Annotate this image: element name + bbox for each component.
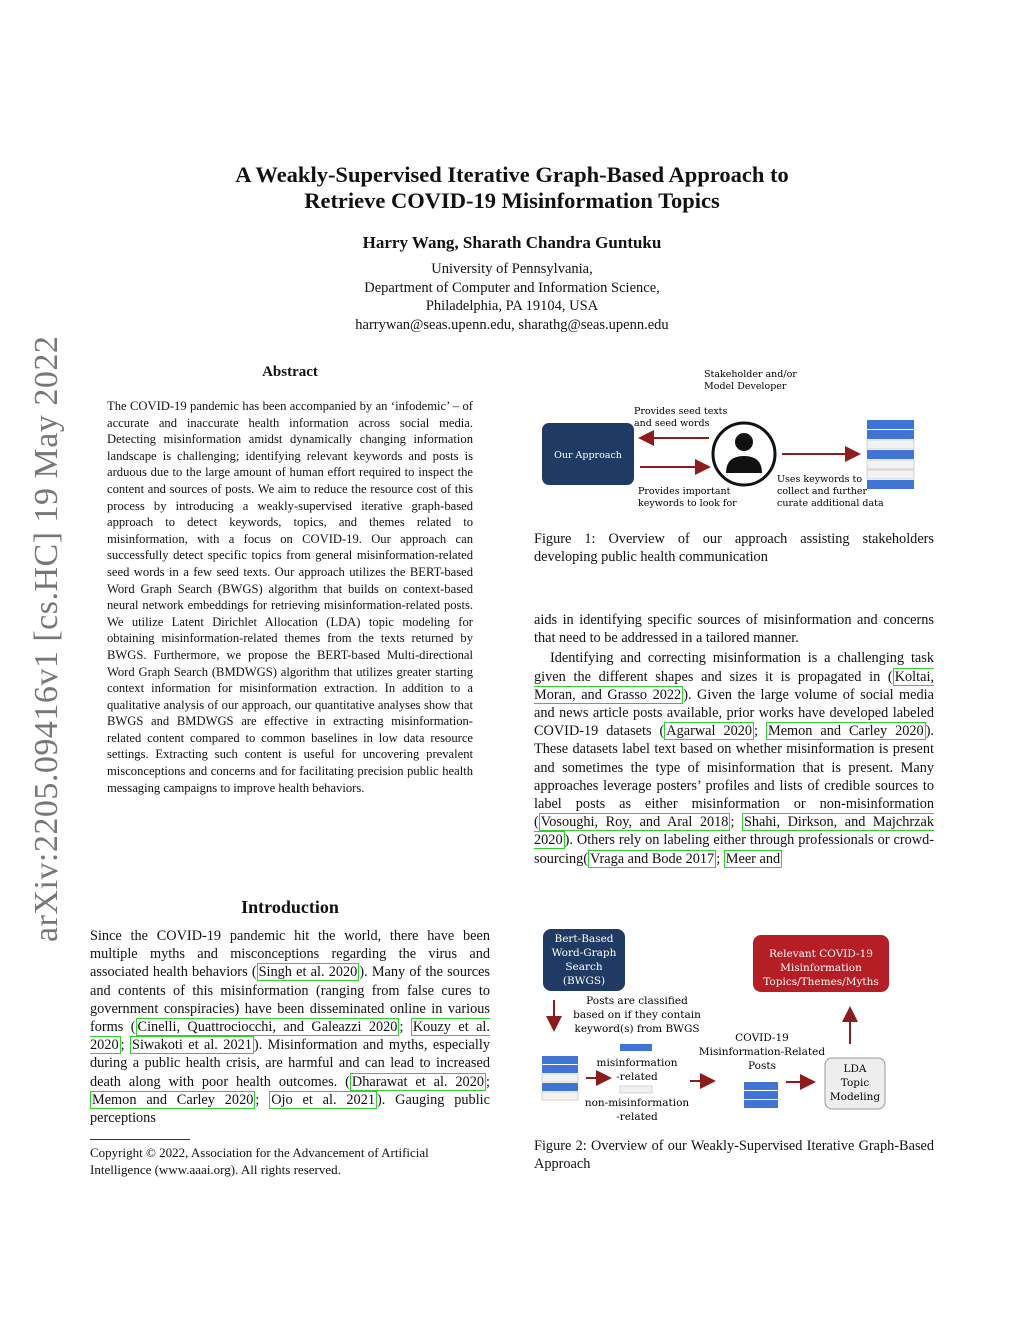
citation-link[interactable]: Memon and Carley 2020 [767,723,924,740]
authors: Harry Wang, Sharath Chandra Guntuku [362,233,662,252]
covid-posts-label: COVID-19 [735,1032,789,1044]
misinformation-swatch [620,1044,652,1051]
citation-link[interactable]: Vraga and Bode 2017 [590,850,715,867]
bwgs-label: Word-Graph [551,947,617,959]
relevant-label: Misinformation [780,962,862,974]
lda-label: Modeling [829,1091,881,1103]
misinformation-label: -related [616,1071,658,1083]
citation-link[interactable]: Meer and [725,850,781,867]
seed-label: Provides seed texts [634,406,728,417]
covid-posts-label: Misinformation-Related [698,1046,826,1058]
affiliation [112,260,912,334]
relevant-label: Topics/Themes/Myths [763,976,879,988]
affiliation-line: Philadelphia, PA 19104, USA [425,298,599,314]
relevant-label: Relevant COVID-19 [769,948,873,960]
abstract-heading: Abstract [262,364,318,380]
bwgs-label: Bert-Based [554,933,614,945]
user-icon [713,423,775,485]
lda-label: Topic [840,1077,870,1089]
paragraph: Identifying and correcting misinformation is a challenging task given the different shapes and sizes it is propagated in ( Koltai, Moran, and Grasso 2022 ). Given the large volume of social media and news article posts available, prior works have developed labeled COVID-19 datasets ( Agarwal 2020 ; Memon and Carley 2020 ). These datasets label text based on whether misinformation is present and sometimes the type of misinformation that is present. Many approaches leverage posters’ profiles and lists of credible sources to label posts as either misinformation or non-misinformation ( Vosoughi, Roy, and Aral 2018 ; Shahi, Dirkson, and Majchrzak 2020 ). Others rely on labeling either through professionals or crowd-sourcing( Vraga and Bode 2017 ; Meer and [534,650,935,867]
citation-link[interactable]: Siwakoti et al. 2021 [132,1037,252,1054]
related-posts-stack [744,1082,778,1108]
uses-keywords-label: curate additional data [777,498,884,509]
all-posts-stack [542,1056,578,1100]
citation-link[interactable]: Memon and Carley 2020 [92,1091,254,1108]
citation-link[interactable]: Vosoughi, Roy, and Aral 2018 [540,814,729,831]
classified-label: Posts are classified [586,995,688,1007]
paragraph: aids in identifying specific sources of misinformation and concerns that need to be addressed in a tailored manner. [534,612,934,647]
introduction-text: Since the COVID-19 pandemic hit the world, there have been multiple myths and misconceptions regarding the virus and associated health behaviors ( Singh et al. 2020 ). Many of the sources and contents of this misinformation (ranging from false cures to government conspiracies) have been disseminated online in various forms ( Cinelli, Quattrociocchi, and Galeazzi 2020 ; Kouzy et al. 2020 ; Siwakoti et al. 2021 ). Misinformation and myths, especially during a public health crisis, are harmful and can lead to increased death along with poor health outcomes. ( Dharawat et al. 2020 ; Memon and Carley 2020 ; Ojo et al. 2021 ). Gauging public perceptions [90,928,491,1127]
bwgs-label: Search [565,961,603,973]
citation-link[interactable]: Koltai, Moran, and Grasso 2022 [534,668,934,703]
footnote-rule [90,1139,190,1140]
keywords-label: keywords to look for [638,498,737,509]
citation-link[interactable]: Singh et al. 2020 [258,964,358,981]
citation-link[interactable]: Ojo et al. 2021 [271,1091,375,1108]
title-line-1: A Weakly-Supervised Iterative Graph-Based Approach to [235,162,789,187]
bwgs-label: (BWGS) [562,975,606,987]
paper-title [112,162,912,214]
misinformation-label: misinformation [596,1057,678,1069]
citation-link[interactable]: Cinelli, Quattrociocchi, and Galeazzi 2020 [137,1019,398,1036]
affiliation-line: University of Pennsylvania, [431,261,593,277]
classified-label: keyword(s) from BWGS [574,1023,700,1035]
covid-posts-label: Posts [748,1060,776,1072]
abstract-text: The COVID-19 pandemic has been accompanied by an ‘infodemic’ – of accurate and inaccurate health information across social media. Detecting misinformation amidst dynamically changing information landscape is challenging; identifying relevant keywords and posts is arduous due to the large amount of human effort required to inspect the content and sources of posts. We aim to reduce the resource cost of this process by introducing a weakly-supervised iterative graph-based approach to detect keywords, topics, and themes related to misinformation, with a focus on COVID-19. Our approach can successfully detect specific topics from general misinformation-related seed words in a few seed texts. Our approach utilizes the BERT-based Word Graph Search (BWGS) algorithm that builds on context-based neural network embeddings for retrieving misinformation-related posts. We utilize Latent Dirichlet Allocation (LDA) topic modeling for obtaining misinformation-related themes from the texts returned by BWGS. Furthermore, we propose the BERT-based Multi-directional Word Graph Search (BMDWGS) algorithm that utilizes greater starting context information for misinformation extraction. In addition to a qualitative analysis of our approach, our quantitative analyses show that BWGS and BMDWGS are effective in extracting misinformation-related content compared to common baselines in low data resource settings. Extracting such content is useful for uncovering prevalent misconceptions and concerns and for facilitating precision public health messaging campaigns to improve health behaviors. [107,399,473,795]
introduction-heading: Introduction [241,897,339,917]
stakeholder-label: Stakeholder and/or [704,369,797,380]
figure-2-diagram [534,926,934,1126]
citation-link[interactable]: Kouzy et al. 2020 [90,1019,490,1054]
stakeholder-label: Model Developer [704,381,787,392]
citation-link[interactable]: Shahi, Dirkson, and Majchrzak 2020 [534,814,934,849]
data-stack-icon [867,420,914,489]
figure-1-caption: Figure 1: Overview of our approach assisting stakeholders developing public health communication [534,531,934,566]
citation-link[interactable]: Dharawat et al. 2020 [351,1073,485,1090]
figure-1-diagram [534,362,934,522]
our-approach-label: Our Approach [554,450,622,461]
non-misinformation-swatch [620,1086,652,1093]
author-emails: harrywan@seas.upenn.edu, sharathg@seas.upenn.edu [355,316,669,333]
lda-label: LDA [843,1063,867,1075]
citation-link[interactable]: Agarwal 2020 [666,723,753,740]
title-line-2: Retrieve COVID-19 Misinformation Topics [304,188,720,213]
keywords-label: Provides important [638,486,731,497]
figure-2-caption: Figure 2: Overview of our Weakly-Supervised Iterative Graph-Based Approach [534,1138,934,1173]
uses-keywords-label: collect and further [777,486,868,497]
non-misinformation-label: non-misinformation [584,1097,690,1109]
affiliation-line: Department of Computer and Information Science, [364,279,660,296]
right-column-text [534,611,934,868]
seed-label: and seed words [634,418,710,429]
copyright-footnote: Copyright © 2022, Association for the Advancement of Artificial Intelligence (www.aaai.org). All rights reserved. [90,1145,429,1177]
classified-label: based on if they contain [573,1009,701,1021]
non-misinformation-label: -related [616,1111,658,1123]
uses-keywords-label: Uses keywords to [777,474,863,485]
arxiv-stamp: arXiv:2205.09416v1 [cs.HC] 19 May 2022 [28,335,65,942]
